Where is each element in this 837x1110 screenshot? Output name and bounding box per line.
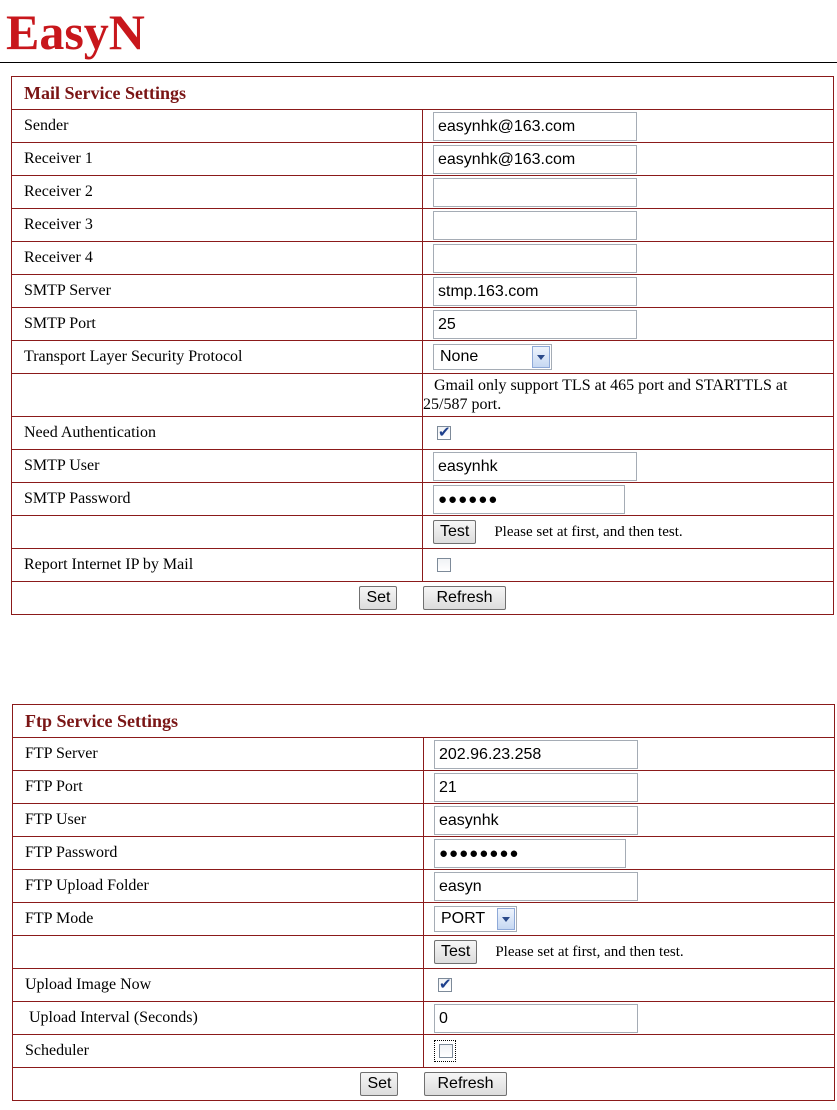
ftp-password-input[interactable]: ●●●●●●●●	[434, 839, 626, 868]
receiver3-label: Receiver 3	[12, 209, 423, 242]
scheduler-label: Scheduler	[13, 1035, 424, 1068]
header-divider	[0, 62, 837, 63]
upload-interval-label: Upload Interval (Seconds)	[13, 1002, 424, 1035]
ftp-user-input[interactable]: easynhk	[434, 806, 638, 835]
mail-set-button[interactable]: Set	[359, 586, 397, 610]
ftp-set-button[interactable]: Set	[360, 1072, 398, 1096]
mail-test-spacer	[12, 516, 423, 549]
smtp-user-label: SMTP User	[12, 450, 423, 483]
sender-input[interactable]: easynhk@163.com	[433, 112, 637, 141]
tls-select-value: None	[440, 348, 479, 365]
easyn-logo: EasyN	[6, 4, 145, 60]
upload-interval-input[interactable]: 0	[434, 1004, 638, 1033]
ftp-actions	[13, 1068, 835, 1101]
mail-settings-title: Mail Service Settings	[12, 77, 834, 110]
ftp-server-input[interactable]: 202.96.23.258	[434, 740, 638, 769]
tls-select[interactable]	[433, 344, 552, 370]
mail-test-note: Please set at first, and then test.	[494, 523, 683, 540]
report-ip-checkbox[interactable]	[437, 558, 451, 572]
receiver1-label: Receiver 1	[12, 143, 423, 176]
ftp-port-input[interactable]: 21	[434, 773, 638, 802]
tls-note-spacer	[12, 374, 423, 417]
ftp-user-label: FTP User	[13, 804, 424, 837]
receiver4-label: Receiver 4	[12, 242, 423, 275]
ftp-refresh-button[interactable]: Refresh	[424, 1072, 506, 1096]
smtp-server-label: SMTP Server	[12, 275, 423, 308]
smtp-user-input[interactable]: easynhk	[433, 452, 637, 481]
smtp-password-label: SMTP Password	[12, 483, 423, 516]
ftp-port-label: FTP Port	[13, 771, 424, 804]
ftp-mode-select-value: PORT	[441, 910, 486, 927]
receiver4-input[interactable]	[433, 244, 637, 273]
ftp-test-spacer	[13, 936, 424, 969]
ftp-folder-label: FTP Upload Folder	[13, 870, 424, 903]
tls-note: Gmail only support TLS at 465 port and STARTTLS at 25/587 port.	[423, 374, 834, 417]
scheduler-focus-ring	[434, 1040, 456, 1062]
sender-label: Sender	[12, 110, 423, 143]
ftp-test-button[interactable]: Test	[434, 940, 477, 964]
ftp-test-note: Please set at first, and then test.	[495, 943, 684, 960]
ftp-password-label: FTP Password	[13, 837, 424, 870]
receiver3-input[interactable]	[433, 211, 637, 240]
need-auth-checkbox[interactable]	[437, 426, 451, 440]
chevron-down-icon[interactable]	[532, 346, 550, 368]
ftp-settings-panel	[12, 704, 835, 1101]
ftp-settings-title: Ftp Service Settings	[13, 705, 835, 738]
smtp-server-input[interactable]: stmp.163.com	[433, 277, 637, 306]
smtp-password-input[interactable]: ●●●●●●	[433, 485, 625, 514]
ftp-mode-select[interactable]	[434, 906, 517, 932]
ftp-mode-label: FTP Mode	[13, 903, 424, 936]
smtp-port-label: SMTP Port	[12, 308, 423, 341]
receiver2-label: Receiver 2	[12, 176, 423, 209]
smtp-port-input[interactable]: 25	[433, 310, 637, 339]
scheduler-checkbox[interactable]	[439, 1044, 453, 1058]
mail-refresh-button[interactable]: Refresh	[423, 586, 505, 610]
mail-actions	[12, 582, 834, 615]
receiver2-input[interactable]	[433, 178, 637, 207]
tls-label: Transport Layer Security Protocol	[12, 341, 423, 374]
upload-now-label: Upload Image Now	[13, 969, 424, 1002]
chevron-down-icon[interactable]	[497, 908, 515, 930]
receiver1-input[interactable]: easynhk@163.com	[433, 145, 637, 174]
mail-test-button[interactable]: Test	[433, 520, 476, 544]
mail-settings-panel	[11, 76, 834, 615]
ftp-server-label: FTP Server	[13, 738, 424, 771]
report-ip-label: Report Internet IP by Mail	[12, 549, 423, 582]
upload-now-checkbox[interactable]	[438, 978, 452, 992]
ftp-folder-input[interactable]: easyn	[434, 872, 638, 901]
need-auth-label: Need Authentication	[12, 417, 423, 450]
